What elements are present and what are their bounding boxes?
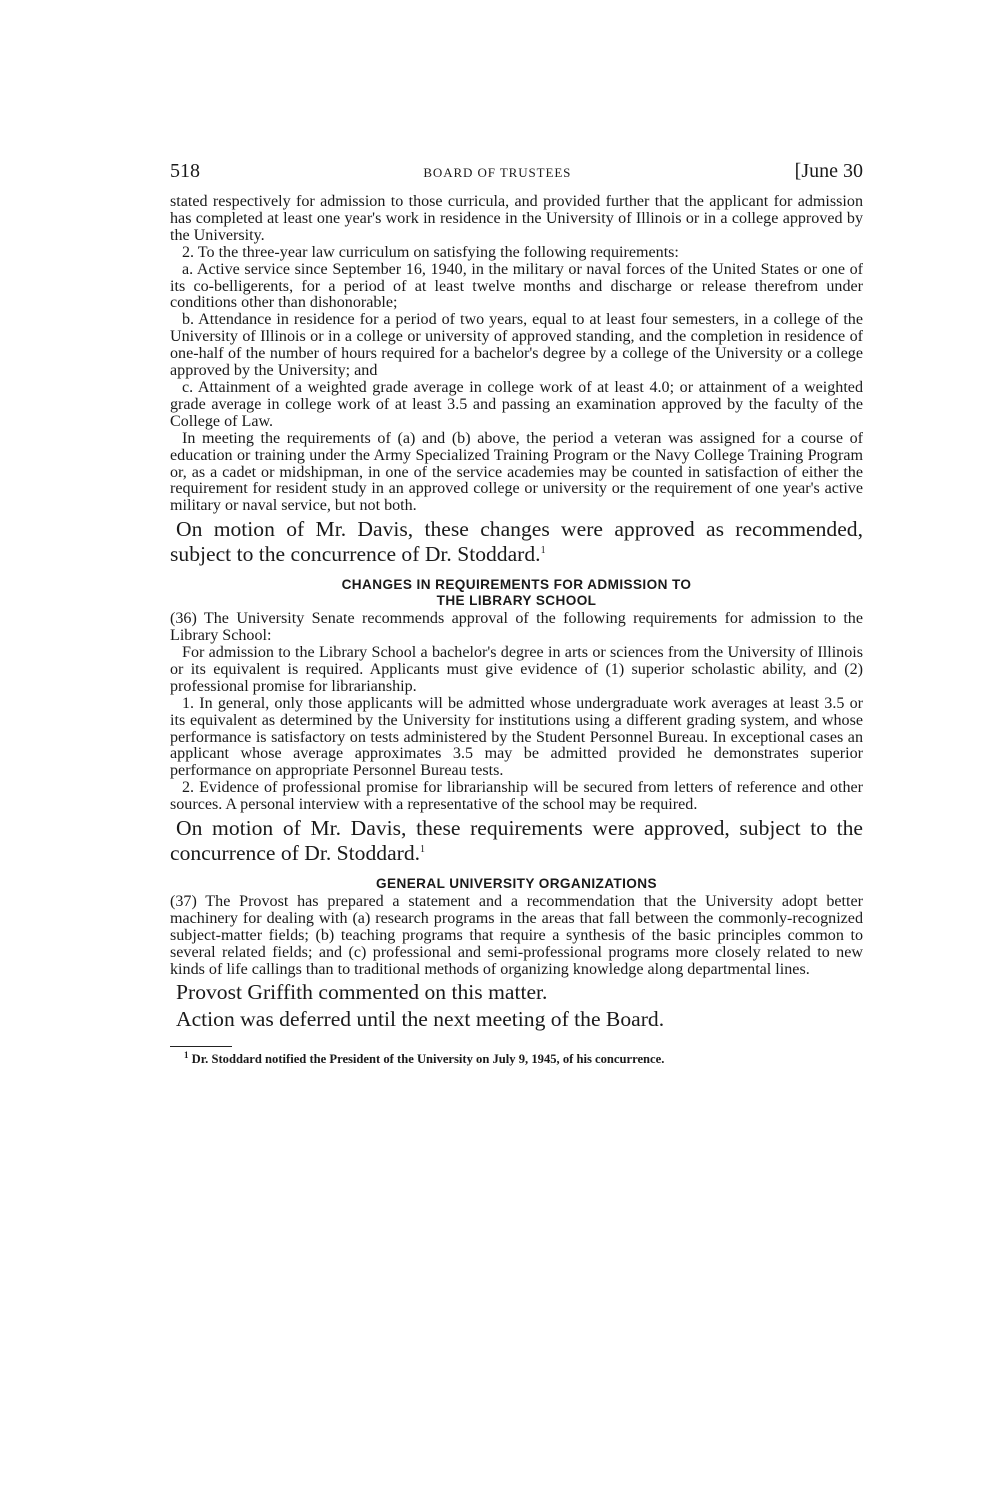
paragraph-continuation: stated respectively for admission to those curricula, and provided further that the applicant for admission has completed at least one year's work in residence in the University of Illinois or in a college approved by the University. [170, 193, 863, 244]
paragraph-library-admission: For admission to the Library School a bachelor's degree in arts or sciences from the University of Illinois or its equivalent is required. Applicants must give evidence of (1) superior scholastic ability, and (2) professional promise for librarianship. [170, 644, 863, 695]
motion-law-changes [170, 517, 863, 567]
page-number: 518 [170, 160, 200, 182]
paragraph-library-item-1: 1. In general, only those applicants will be admitted whose undergraduate work averages at least 3.5 or its equivalent as determined by the University for institutions using a different grading system, and whose performance is satisfactory on tests administered by the Student Personnel Bureau. In exceptional cases an applicant whose average approximates 3.5 may be admitted provided he demonstrates superior performance on appropriate Personnel Bureau tests. [170, 694, 863, 780]
paragraph-requirement-a: a. Active service since September 16, 1940, in the military or naval forces of the United States or one of its co-belligerents, for a period of at least twelve months and discharge or release therefrom under conditions other than dishonorable; [170, 260, 863, 312]
paragraph-provost-statement: (37) The Provost has prepared a statement and a recommendation that the University adopt better machinery for dealing with (a) research programs in the areas that fall between the commonly-recognized subject-matter fields; (b) teaching programs that require a synthesis of the basic principles common to several related fields; and (c) professional and semi-professional programs more closely related to new kinds of life callings than to traditional methods of organizing knowledge along departmental lines. [170, 893, 863, 978]
paragraph-veteran-note: In meeting the requirements of (a) and (b) above, the period a veteran was assigned for a course of education or training under the Army Specialized Training Program or the Navy College Training Program or, as a cadet or midshipman, in one of the service academies may be counted in satisfaction of either the requirement for resident study in an approved college or university or the requirement of one year's active military or naval service, but not both. [170, 429, 863, 515]
footnote-text: Dr. Stoddard notified the President of the University on July 9, 1945, of his concurrence. [191, 1051, 665, 1066]
motion-law-text: On motion of Mr. Davis, these changes were approved as recommended, subject to the concurrence of Dr. Stoddard. [170, 517, 863, 567]
paragraph-senate-recommends: (36) The University Senate recommends approval of the following requirements for admission to the Library School: [170, 610, 863, 645]
heading-library-line1: CHANGES IN REQUIREMENTS FOR ADMISSION TO [341, 577, 692, 593]
running-date: [June 30 [794, 160, 863, 182]
paragraph-library-item-2: 2. Evidence of professional promise for librarianship will be secured from letters of reference and other sources. A personal interview with a representative of the school may be required. [170, 779, 863, 814]
footnote [170, 1051, 863, 1067]
document-page [170, 160, 863, 1480]
running-title: BOARD OF TRUSTEES [423, 165, 572, 180]
paragraph-requirement-c: c. Attainment of a weighted grade average in college work of at least 4.0; or attainment of a weighted grade average in college work of at least 3.5 and passing an examination approved by the faculty of the College of Law. [170, 378, 863, 430]
heading-library-line2: THE LIBRARY SCHOOL [436, 593, 597, 609]
motion-library-requirements [170, 816, 863, 866]
paragraph-requirement-b: b. Attendance in residence for a period of two years, equal to at least four semesters, in a college of the University of Illinois or in a college or university of approved standing, and the completion in residence of one-half of the number of hours required for a bachelor's degree by a college of the University or a college approved by the University; and [170, 311, 863, 380]
heading-general-organizations: GENERAL UNIVERSITY ORGANIZATIONS [376, 876, 657, 892]
paragraph-action-deferred: Action was deferred until the next meeting of the Board. [176, 1006, 665, 1031]
paragraph-law-curriculum: 2. To the three-year law curriculum on satisfying the following requirements: [182, 243, 679, 261]
motion-library-text: On motion of Mr. Davis, these requirements were approved, subject to the concurrence of Dr. Stoddard. [170, 816, 863, 866]
paragraph-provost-commented: Provost Griffith commented on this matter. [176, 979, 548, 1004]
footnote-rule [170, 1046, 232, 1047]
footnote-marker: 1 [420, 843, 426, 855]
heading-library-school [170, 577, 863, 609]
footnote-marker: 1 [540, 545, 546, 557]
footnote-marker: 1 [184, 1049, 189, 1060]
running-header [170, 160, 863, 194]
